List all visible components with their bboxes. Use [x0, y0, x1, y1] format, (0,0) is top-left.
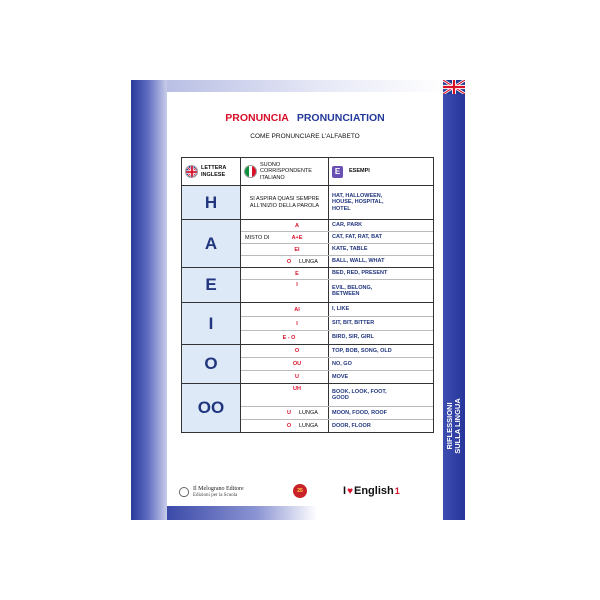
header-sound-line-3: ITALIANO	[260, 174, 285, 181]
table-row	[241, 371, 433, 383]
side-label-line-1: RIFLESSIONI	[445, 402, 454, 450]
example-line: BOOK, LOOK, FOOT,	[332, 388, 387, 395]
table-group-i	[182, 303, 433, 345]
sound-cell	[241, 256, 329, 267]
header-letter-line-1: LETTERA	[201, 165, 227, 171]
sound-main: O	[286, 258, 292, 265]
side-label	[443, 380, 465, 472]
table-group-oo	[182, 384, 433, 432]
table-header	[182, 158, 433, 186]
example-line: HOUSE, HOSPITAL,	[332, 199, 384, 206]
table-row	[241, 384, 433, 407]
publisher-logo	[179, 484, 289, 502]
example-line: GOOD	[332, 395, 349, 401]
table-row	[241, 256, 433, 267]
examples-cell: KATE, TABLE	[332, 246, 368, 253]
sound-main: U	[295, 374, 299, 380]
sound-cell	[241, 186, 329, 219]
sound-main: A+E	[291, 234, 303, 241]
table-row	[241, 232, 433, 244]
header-examples	[329, 158, 433, 185]
poster	[131, 80, 465, 520]
header-sound-line-2: CORRISPONDENTE	[260, 168, 312, 175]
group-letter: OO	[182, 384, 241, 432]
sound-suffix: LUNGA	[299, 423, 318, 429]
anniversary-badge-number: 25	[293, 484, 307, 498]
examples-badge-icon: E	[332, 166, 343, 178]
example-line: EVIL, BELONG,	[332, 284, 373, 291]
brand-name: English	[354, 485, 394, 497]
examples-cell: MOON, FOOD, ROOF	[332, 409, 387, 416]
uk-flag-icon	[443, 80, 465, 94]
example-line: HOTEL	[332, 205, 351, 212]
examples-cell: I, LIKE	[332, 306, 350, 313]
group-letter: A	[182, 220, 241, 267]
bottom-gradient-bar	[167, 506, 317, 520]
group-letter: O	[182, 345, 241, 383]
table-row	[241, 268, 433, 280]
sound-prefix: MISTO DI	[245, 234, 270, 241]
table-row	[241, 317, 433, 331]
table-group-e	[182, 268, 433, 303]
sound-main: U	[287, 410, 291, 416]
examples-cell: NO, GO	[332, 360, 352, 367]
sound-cell	[241, 331, 329, 344]
header-sound	[241, 158, 329, 185]
sound-line: SI ASPIRA QUASI SEMPRE	[249, 196, 320, 202]
group-letter: H	[182, 186, 241, 219]
sound-main: E	[295, 270, 299, 277]
sound-cell	[241, 317, 329, 330]
table-group-o	[182, 345, 433, 384]
sound-main: I	[296, 282, 298, 288]
examples-cell: BED, RED, PRESENT	[332, 270, 388, 277]
sound-main: UH	[293, 386, 301, 392]
page-subtitle: COME PRONUNCIARE L'ALFABETO	[250, 133, 360, 140]
group-letter: E	[182, 268, 241, 302]
sound-main: O	[286, 423, 292, 429]
sound-main: OU	[292, 361, 302, 367]
examples-cell: BIRD, SIR, GIRL	[332, 334, 374, 341]
title-english: PRONUNCIATION	[296, 112, 385, 124]
examples-cell	[329, 384, 433, 406]
examples-cell: TOP, BOB, SONG, OLD	[332, 347, 392, 354]
table-row	[241, 420, 433, 432]
sound-main: I	[296, 320, 298, 327]
sound-cell	[241, 280, 329, 302]
header-letter-line-2: INGLESE	[201, 171, 226, 178]
brand-logo	[343, 485, 400, 497]
example-line: BETWEEN	[332, 291, 360, 297]
sound-cell	[241, 268, 329, 279]
examples-cell: MOVE	[332, 373, 349, 380]
table-row	[241, 303, 433, 317]
title-italian: PRONUNCIA	[225, 112, 289, 124]
sound-cell	[241, 358, 329, 370]
italy-flag-icon	[244, 165, 257, 178]
examples-cell: SIT, BIT, BITTER	[332, 320, 375, 327]
examples-cell	[329, 186, 433, 219]
sound-main: AI	[294, 306, 300, 313]
anniversary-badge	[293, 484, 307, 500]
examples-cell	[329, 280, 433, 302]
sound-cell	[241, 384, 329, 406]
examples-cell: DOOR, FLOOR	[332, 422, 371, 429]
uk-flag-icon	[185, 165, 198, 178]
table-group-a	[182, 220, 433, 268]
brand-prefix: I	[343, 485, 347, 497]
sound-main: E - O	[282, 334, 296, 341]
pomegranate-icon	[179, 487, 189, 497]
table-row	[241, 331, 433, 344]
examples-cell: BALL, WALL, WHAT	[332, 258, 385, 265]
left-blue-strip	[131, 80, 167, 520]
examples-cell: CAT, FAT, RAT, BAT	[332, 234, 383, 241]
examples-cell: CAR, PARK	[332, 222, 363, 229]
sound-cell	[241, 345, 329, 357]
table-row	[241, 244, 433, 256]
sound-cell	[241, 407, 329, 419]
top-gradient-bar	[167, 80, 445, 92]
sound-main: A	[295, 222, 299, 229]
table-row	[241, 186, 433, 219]
publisher-name: Il Melograno Editore	[193, 486, 244, 492]
pronunciation-table	[181, 157, 434, 433]
table-group-h	[182, 186, 433, 220]
brand-number: 1	[394, 486, 400, 496]
header-examples-label: ESEMPI	[349, 168, 370, 175]
sound-cell	[241, 371, 329, 383]
header-letter	[182, 158, 241, 185]
sound-cell	[241, 244, 329, 255]
table-row	[241, 220, 433, 232]
sound-suffix: LUNGA	[299, 410, 318, 416]
sound-cell	[241, 420, 329, 432]
table-row	[241, 280, 433, 302]
heart-icon: ♥	[347, 485, 353, 497]
sound-cell	[241, 220, 329, 231]
page-title	[167, 112, 443, 124]
group-letter: I	[182, 303, 241, 344]
table-row	[241, 407, 433, 420]
header-sound-line-1: SUONO	[260, 161, 281, 168]
sound-suffix: LUNGA	[299, 258, 318, 265]
table-row	[241, 358, 433, 371]
table-row	[241, 345, 433, 358]
publisher-tagline: Edizioni per la Scuola	[193, 493, 238, 498]
sound-cell	[241, 303, 329, 316]
example-line: HAT, HALLOWEEN,	[332, 192, 383, 199]
sound-main: O	[294, 348, 300, 354]
sound-line: ALL'INIZIO DELLA PAROLA	[249, 202, 320, 209]
side-label-line-2: SULLA LINGUA	[453, 398, 462, 454]
sound-main: EI	[294, 246, 300, 253]
sound-cell	[241, 232, 329, 243]
